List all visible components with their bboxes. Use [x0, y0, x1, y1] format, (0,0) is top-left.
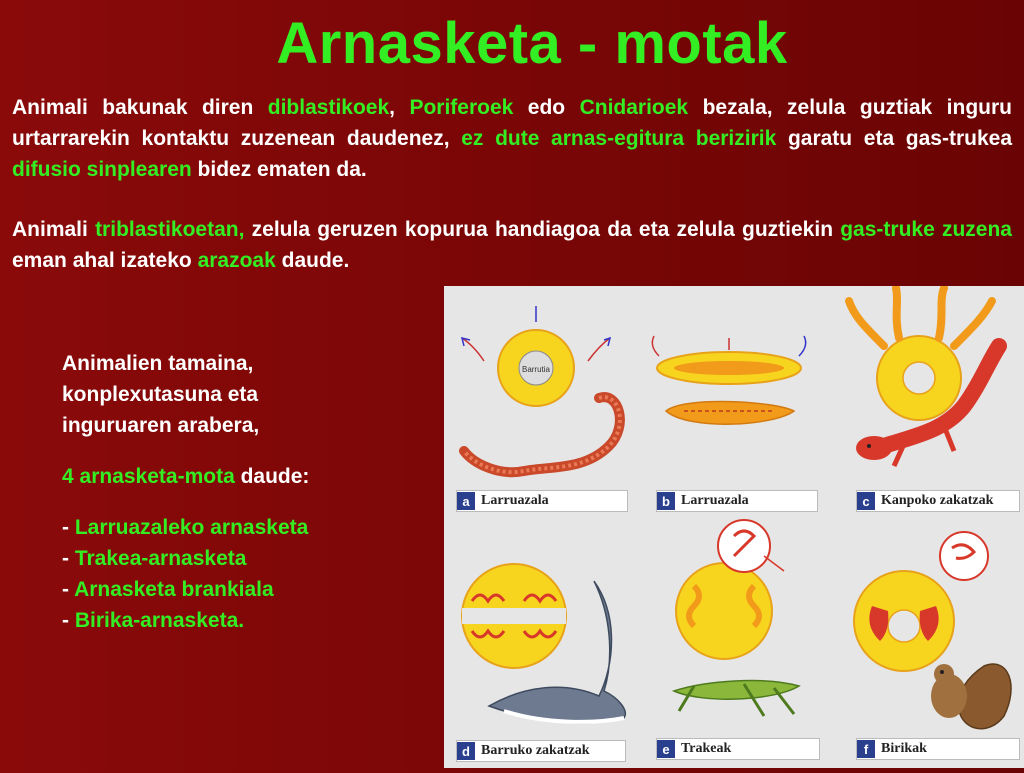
- panel-a-illustration: [462, 306, 620, 472]
- panel-d-illustration: [462, 564, 625, 723]
- types-count: [62, 461, 432, 492]
- list-item: [62, 512, 432, 543]
- text: Animali bakunak diren: [12, 96, 268, 119]
- list-item: [62, 574, 432, 605]
- text: bidez ematen da.: [191, 158, 367, 181]
- respiration-types-block: [62, 348, 432, 636]
- dash: -: [62, 578, 75, 601]
- dash: -: [62, 547, 75, 570]
- list-item: [62, 605, 432, 636]
- panel-letter: f: [857, 740, 875, 758]
- dash: -: [62, 609, 75, 632]
- text: eman ahal izateko: [12, 249, 198, 272]
- panel-b-label: [656, 490, 818, 512]
- list-item-text: Birika-arnasketa.: [74, 609, 245, 632]
- panel-c-label: [856, 490, 1020, 512]
- text: bezala, zelula guztiak inguru urtarrarekin kontaktu zuzenean daudenez,: [12, 96, 1012, 150]
- highlight: Cnidarioek: [579, 96, 689, 119]
- panel-label-text: Larruazala: [481, 493, 549, 508]
- panel-label-text: Birikak: [881, 741, 927, 756]
- panel-letter: d: [457, 742, 475, 760]
- highlight: 4 arnasketa-mota: [62, 465, 235, 488]
- text: Animali: [12, 218, 96, 241]
- panel-letter: e: [657, 740, 675, 758]
- list-item-text: Trakea-arnasketa: [74, 547, 247, 570]
- panel-e-label: [656, 738, 820, 760]
- list-item-text: Larruazaleko arnasketa: [74, 516, 309, 539]
- text: daude:: [234, 465, 310, 488]
- intro-line: Animalien tamaina,: [62, 352, 254, 375]
- panel-a-label: [456, 490, 628, 512]
- list-item: [62, 543, 432, 574]
- panel-label-text: Kanpoko zakatzak: [881, 493, 994, 508]
- highlight: arazoak: [197, 249, 276, 272]
- text: daude.: [275, 249, 350, 272]
- panel-d-label: [456, 740, 626, 762]
- panel-f-label: [856, 738, 1020, 760]
- panel-letter: c: [857, 492, 875, 510]
- slide-title: Arnasketa - motak: [276, 11, 788, 76]
- text: edo: [513, 96, 580, 119]
- intro-line: inguruaren arabera,: [62, 414, 260, 437]
- panel-e-illustration: [674, 520, 799, 716]
- text: ,: [389, 96, 410, 119]
- panel-letter: a: [457, 492, 475, 510]
- paragraph-diblastic: [12, 92, 1012, 185]
- panel-label-text: Trakeak: [681, 741, 732, 756]
- panel-c-illustration: [849, 288, 999, 466]
- panel-label-text: Barruko zakatzak: [481, 743, 590, 758]
- panel-letter: b: [657, 492, 675, 510]
- panel-b-illustration: [652, 336, 805, 424]
- text: garatu eta gas-trukea: [776, 127, 1013, 150]
- intro-line: konplexutasuna eta: [62, 383, 259, 406]
- center-label: Barrutia: [521, 365, 551, 374]
- highlight: triblastikoetan,: [95, 218, 245, 241]
- highlight: ez dute arnas-egitura berizirik: [461, 127, 777, 150]
- paragraph-triblastic: [12, 214, 1012, 276]
- dash: -: [62, 516, 75, 539]
- panel-f-illustration: [854, 532, 1011, 729]
- highlight: diblastikoek: [267, 96, 390, 119]
- highlight: difusio sinplearen: [12, 158, 192, 181]
- respiration-illustration: [444, 286, 1024, 768]
- text: zelula geruzen kopurua handiagoa da eta zelula guztiekin: [244, 218, 841, 241]
- list-item-text: Arnasketa brankiala: [74, 578, 274, 601]
- highlight: gas-truke zuzena: [840, 218, 1012, 241]
- highlight: Poriferoek: [409, 96, 514, 119]
- respiration-figure: [444, 286, 1024, 768]
- panel-label-text: Larruazala: [681, 493, 749, 508]
